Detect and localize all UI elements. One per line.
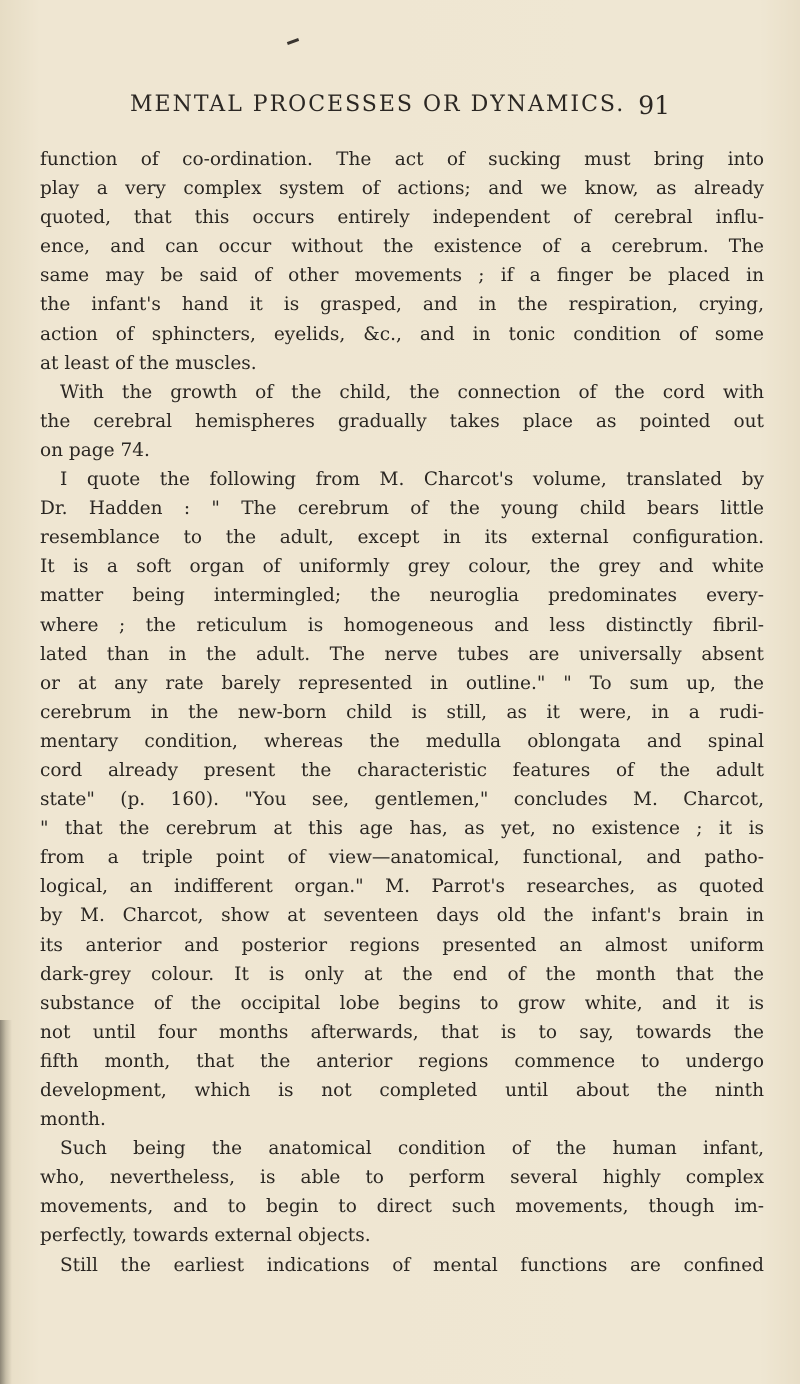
text-line: Still the earliest indications of mental functions are confined	[60, 1254, 764, 1276]
text-line: development, which is not completed until about the ninth	[40, 1080, 764, 1101]
text-line: by M. Charcot, show at seventeen days old the infant's brain in	[40, 905, 764, 927]
text-line: cerebrum in the new-born child is still, as it were, in a rudi-	[40, 701, 764, 723]
text-line: " that the cerebrum at this age has, as yet, no existence ; it is	[40, 818, 764, 840]
text-line: function of co-ordination. The act of sucking must bring into	[40, 149, 764, 170]
text-line: matter being intermingled; the neuroglia predominates every-	[40, 585, 764, 607]
text-line: not until four months afterwards, that is to say, towards the	[40, 1021, 764, 1043]
text-line: dark-grey colour. It is only at the end of the month that the	[40, 963, 764, 985]
text-line: perfectly, towards external objects.	[40, 1225, 371, 1247]
text-line: cord already present the characteristic features of the adult	[40, 759, 764, 781]
text-line: With the growth of the child, the connection of the cord with	[60, 381, 764, 403]
text-line: lated than in the adult. The nerve tubes are universally absent	[40, 643, 764, 665]
text-line: from a triple point of view—anatomical, functional, and patho-	[40, 847, 764, 869]
text-line: the infant's hand it is grasped, and in the respiration, crying,	[40, 294, 764, 316]
text-line: at least of the muscles.	[40, 352, 257, 374]
text-line: movements, and to begin to direct such movements, though im-	[40, 1196, 764, 1218]
text-line: It is a soft organ of uniformly grey colour, the grey and white	[40, 556, 764, 578]
text-line: who, nevertheless, is able to perform several highly complex	[40, 1167, 764, 1189]
text-line: or at any rate barely represented in outline." " To sum up, the	[40, 672, 764, 694]
body-text	[40, 145, 764, 1280]
text-line: where ; the reticulum is homogeneous and less distinctly fibril-	[40, 614, 764, 636]
text-line: same may be said of other movements ; if a finger be placed in	[40, 265, 764, 287]
text-line: ence, and can occur without the existence of a cerebrum. The	[40, 236, 764, 258]
text-line: the cerebral hemispheres gradually takes place as pointed out	[40, 410, 764, 432]
text-line: mentary condition, whereas the medulla oblongata and spinal	[40, 730, 764, 752]
text-line: quoted, that this occurs entirely independent of cerebral influ-	[40, 207, 764, 229]
text-line: month.	[40, 1109, 106, 1131]
page-edge-shadow	[0, 1020, 12, 1384]
running-title: MENTAL PROCESSES OR DYNAMICS.	[130, 92, 626, 117]
text-line: fifth month, that the anterior regions commence to undergo	[40, 1050, 764, 1072]
text-line: state" (p. 160). "You see, gentlemen," concludes M. Charcot,	[40, 789, 764, 811]
text-line: logical, an indifferent organ." M. Parrot's researches, as quoted	[40, 876, 764, 898]
text-line: I quote the following from M. Charcot's volume, translated by	[60, 469, 764, 491]
text-line: Such being the anatomical condition of the human infant,	[60, 1138, 764, 1160]
text-line: action of sphincters, eyelids, &c., and in tonic condition of some	[40, 323, 764, 345]
text-line: its anterior and posterior regions presented an almost uniform	[40, 934, 764, 956]
text-line: substance of the occipital lobe begins to grow white, and it is	[40, 992, 764, 1014]
text-line: Dr. Hadden : " The cerebrum of the young child bears little	[40, 498, 764, 520]
running-head	[130, 92, 670, 128]
print-mark	[287, 38, 299, 45]
text-line: on page 74.	[40, 439, 150, 461]
text-line: resemblance to the adult, except in its external configuration.	[40, 527, 764, 549]
text-line: play a very complex system of actions; and we know, as already	[40, 178, 764, 200]
page-number: 91	[638, 91, 670, 120]
